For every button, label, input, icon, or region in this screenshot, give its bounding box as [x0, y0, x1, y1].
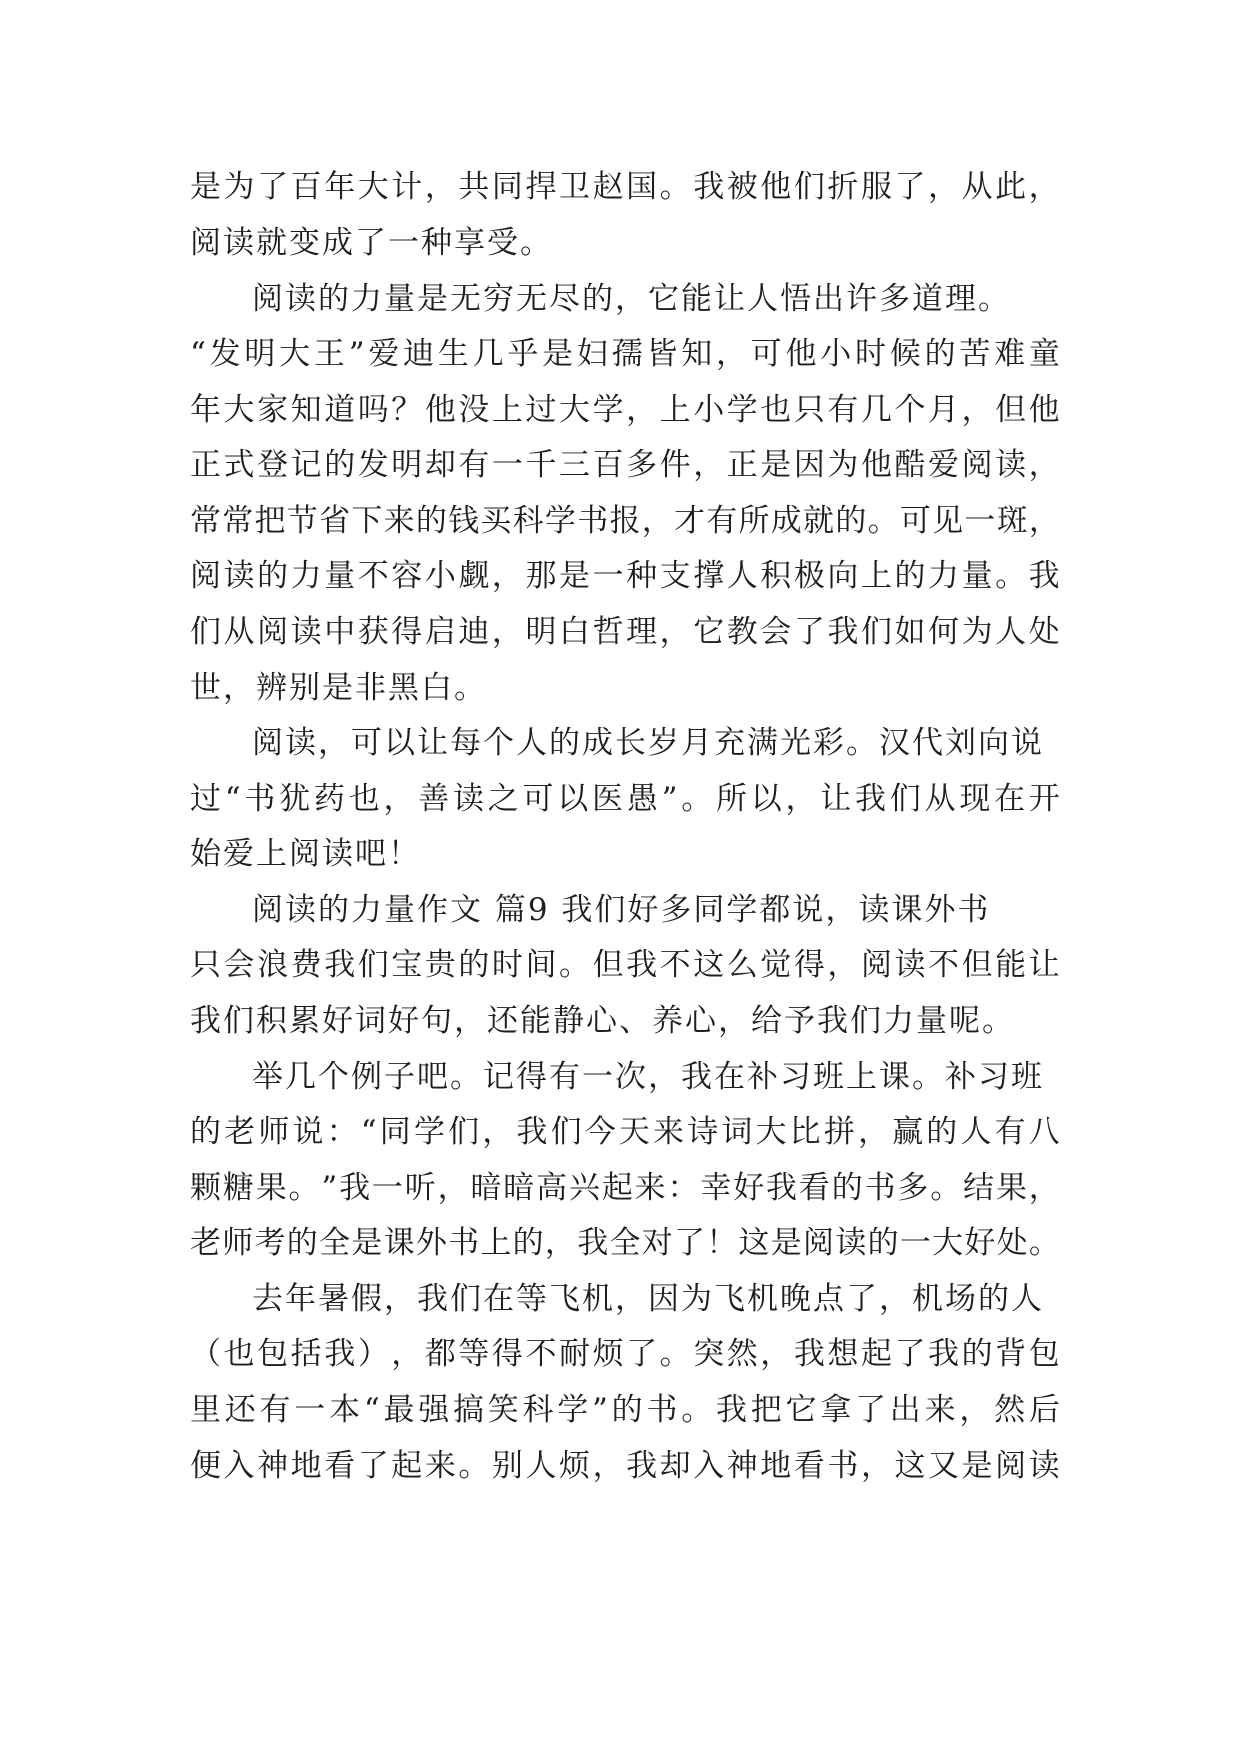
text-line: 阅读，可以让每个人的成长岁月充满光彩。汉代刘向说 — [252, 725, 1044, 761]
text-line: 里 还 有 一 本 “ 最 强 搞 笑 科 学 ” 的 书 。 我 把 它 拿 了 出 来 ， 然 后 — [190, 1392, 1060, 1428]
text-line: 阅 读 的 力 量 不 容 小 觑 ， 那 是 一 种 支 撑 人 积 极 向 上 的 力 量 。 我 — [190, 558, 1060, 594]
text-line: 阅读的力量是无穷无尽的，它能让人悟出许多道理。 — [252, 281, 1011, 317]
text-line: 去年暑假，我们在等飞机，因为飞机晚点了，机场的人 — [252, 1281, 1044, 1317]
text-line: 便 入 神 地 看 了 起 来 。 别 人 烦 ， 我 却 入 神 地 看 书 ， 这 又 是 阅 读 — [190, 1448, 1060, 1484]
text-line: 正 式 登 记 的 发 明 却 有 一 千 三 百 多 件 ， 正 是 因 为 他 酷 爱 阅 读 ， — [190, 447, 1060, 483]
text-line: 常 常 把 节 省 下 来 的 钱 买 科 学 书 报 ， 才 有 所 成 就 的 。 可 见 一 斑 ， — [190, 503, 1060, 539]
text-line: 是 为 了 百 年 大 计 ， 共 同 捍 卫 赵 国 。 我 被 他 们 折 服 了 ， 从 此 ， — [190, 169, 1060, 205]
text-line: 们 从 阅 读 中 获 得 启 迪 ， 明 白 哲 理 ， 它 教 会 了 我 们 如 何 为 人 处 — [190, 614, 1060, 650]
text-line: 始爱上阅读吧！ — [190, 836, 421, 872]
text-line: 只 会 浪 费 我 们 宝 贵 的 时 间 。 但 我 不 这 么 觉 得 ， 阅 读 不 但 能 让 — [190, 947, 1060, 983]
text-line: 颗 糖 果 。 ” 我 一 听 ， 暗 暗 高 兴 起 来 ： 幸 好 我 看 的 书 多 。 结 果 ， — [190, 1170, 1060, 1206]
text-line: 世，辨别是非黑白。 — [190, 670, 487, 706]
text-line: 老 师 考 的 全 是 课 外 书 上 的 ， 我 全 对 了 ！ 这 是 阅 读 的 一 大 好 处 。 — [190, 1225, 1060, 1261]
text-line: （ 也 包 括 我 ） ， 都 等 得 不 耐 烦 了 。 突 然 ， 我 想 起 了 我 的 背 包 — [190, 1336, 1060, 1372]
text-line: 阅读的力量作文 篇9 我们好多同学都说，读课外书 — [252, 892, 991, 928]
text-line: 我们积累好词好句，还能静心、养心，给予我们力量呢。 — [190, 1003, 1015, 1039]
text-line: 的 老 师 说 ： “ 同 学 们 ， 我 们 今 天 来 诗 词 大 比 拼 ， 赢 的 人 有 八 — [190, 1114, 1060, 1150]
text-line: “ 发 明 大 王 ” 爱 迪 生 几 乎 是 妇 孺 皆 知 ， 可 他 小 时 候 的 苦 难 童 — [190, 336, 1060, 372]
text-line: 阅读就变成了一种享受。 — [190, 225, 553, 261]
text-line: 举几个例子吧。记得有一次，我在补习班上课。补习班 — [252, 1059, 1044, 1095]
text-line: 过 “ 书 犹 药 也 ， 善 读 之 可 以 医 愚 ” 。 所 以 ， 让 我 们 从 现 在 开 — [190, 781, 1060, 817]
text-line: 年 大 家 知 道 吗 ？ 他 没 上 过 大 学 ， 上 小 学 也 只 有 几 个 月 ， 但 他 — [190, 392, 1060, 428]
